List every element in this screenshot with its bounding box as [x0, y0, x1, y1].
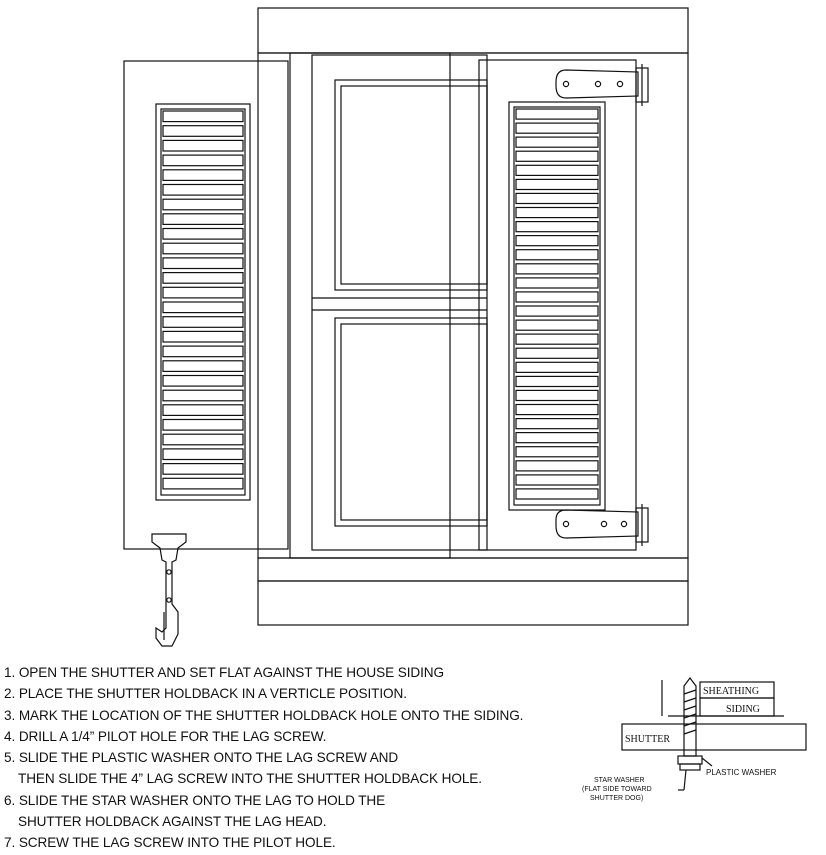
louver-slat	[163, 464, 243, 475]
louver-slat	[163, 434, 243, 445]
louver-slat	[516, 278, 598, 288]
louver-slat	[516, 405, 598, 415]
louver-slat	[516, 123, 598, 133]
louver-slat	[516, 193, 598, 203]
louver-slat	[163, 155, 243, 166]
louver-slat	[163, 140, 243, 151]
louver-slat	[516, 461, 598, 471]
louver-slat	[516, 362, 598, 372]
instruction-line: 1. OPEN THE SHUTTER AND SET FLAT AGAINST THE HOUSE SIDING	[4, 665, 444, 680]
instruction-step	[4, 790, 584, 833]
louver-slat	[163, 478, 243, 489]
louver-slat	[516, 376, 598, 386]
louver-slat	[516, 334, 598, 344]
window-casing	[258, 8, 688, 625]
louver-slat	[163, 199, 243, 210]
louver-slat	[516, 165, 598, 175]
instruction-line: 3. MARK THE LOCATION OF THE SHUTTER HOLDBACK HOLE ONTO THE SIDING.	[4, 707, 524, 723]
shutter-holdback	[152, 534, 186, 646]
louver-slat	[516, 208, 598, 218]
instruction-step	[4, 726, 584, 747]
sheathing-label: SHEATHING	[703, 686, 760, 697]
louver-slat	[163, 214, 243, 225]
louver-slat	[163, 331, 243, 342]
louver-slat	[516, 320, 598, 330]
louver-slat	[163, 346, 243, 357]
star-washer-label-line-2: (FLAT SIDE TOWARD	[582, 786, 652, 793]
instruction-continuation-line: SHUTTER HOLDBACK AGAINST THE LAG HEAD.	[18, 814, 327, 830]
louver-slat	[516, 447, 598, 457]
louver-slat	[163, 287, 243, 298]
instruction-step	[4, 747, 584, 790]
louver-slat	[163, 449, 243, 460]
instruction-line: 4. DRILL A 1/4” PILOT HOLE FOR THE LAG SCREW.	[4, 728, 327, 744]
instruction-step	[4, 705, 584, 726]
instruction-line: 7. SCREW THE LAG SCREW INTO THE PILOT HOLE.	[4, 835, 336, 851]
louver-slat	[163, 170, 243, 181]
louver-slat	[516, 390, 598, 400]
louver-slat	[516, 489, 598, 499]
siding-label: SIDING	[726, 704, 760, 715]
right-shutter	[479, 60, 636, 550]
louver-slat	[163, 317, 243, 328]
louver-slat	[163, 302, 243, 313]
left-shutter-louvers	[163, 111, 243, 489]
left-shutter	[124, 61, 288, 549]
louver-slat	[516, 264, 598, 274]
instruction-continuation-line: THEN SLIDE THE 4” LAG SCREW INTO THE SHUTTER HOLDBACK HOLE.	[18, 771, 482, 787]
instruction-step	[4, 683, 584, 704]
louver-slat	[516, 433, 598, 443]
shutter-label: SHUTTER	[625, 734, 670, 745]
louver-slat	[163, 420, 243, 431]
louver-slat	[516, 306, 598, 316]
right-shutter-louvers	[516, 109, 598, 499]
louver-slat	[163, 111, 243, 122]
louver-slat	[516, 250, 598, 260]
instruction-line: 6. SLIDE THE STAR WASHER ONTO THE LAG TO HOLD THE	[4, 792, 386, 808]
plastic-washer-label: PLASTIC WASHER	[706, 768, 777, 777]
louver-slat	[163, 243, 243, 254]
instruction-line: 2. PLACE THE SHUTTER HOLDBACK IN A VERTICLE POSITION.	[4, 686, 407, 702]
louver-slat	[516, 292, 598, 302]
louver-slat	[163, 390, 243, 401]
top-hinge	[556, 64, 648, 106]
louver-slat	[516, 419, 598, 429]
louver-slat	[516, 236, 598, 246]
louver-slat	[516, 348, 598, 358]
louver-slat	[516, 179, 598, 189]
instruction-step	[4, 832, 584, 853]
instruction-step	[4, 662, 584, 683]
louver-slat	[516, 109, 598, 119]
louver-slat	[163, 229, 243, 240]
louver-slat	[163, 126, 243, 137]
louver-slat	[516, 222, 598, 232]
star-washer-label-line-1: STAR WASHER	[594, 777, 645, 784]
instruction-line: 5. SLIDE THE PLASTIC WASHER ONTO THE LAG SCREW AND	[4, 750, 399, 766]
louver-slat	[516, 151, 598, 161]
louver-slat	[516, 137, 598, 147]
instruction-list	[4, 662, 584, 854]
louver-slat	[163, 376, 243, 387]
louver-slat	[163, 258, 243, 269]
louver-slat	[516, 475, 598, 485]
louver-slat	[163, 273, 243, 284]
star-washer-label-line-3: SHUTTER DOG)	[590, 795, 644, 802]
louver-slat	[163, 361, 243, 372]
louver-slat	[163, 185, 243, 196]
window-sash	[290, 53, 487, 558]
louver-slat	[163, 405, 243, 416]
